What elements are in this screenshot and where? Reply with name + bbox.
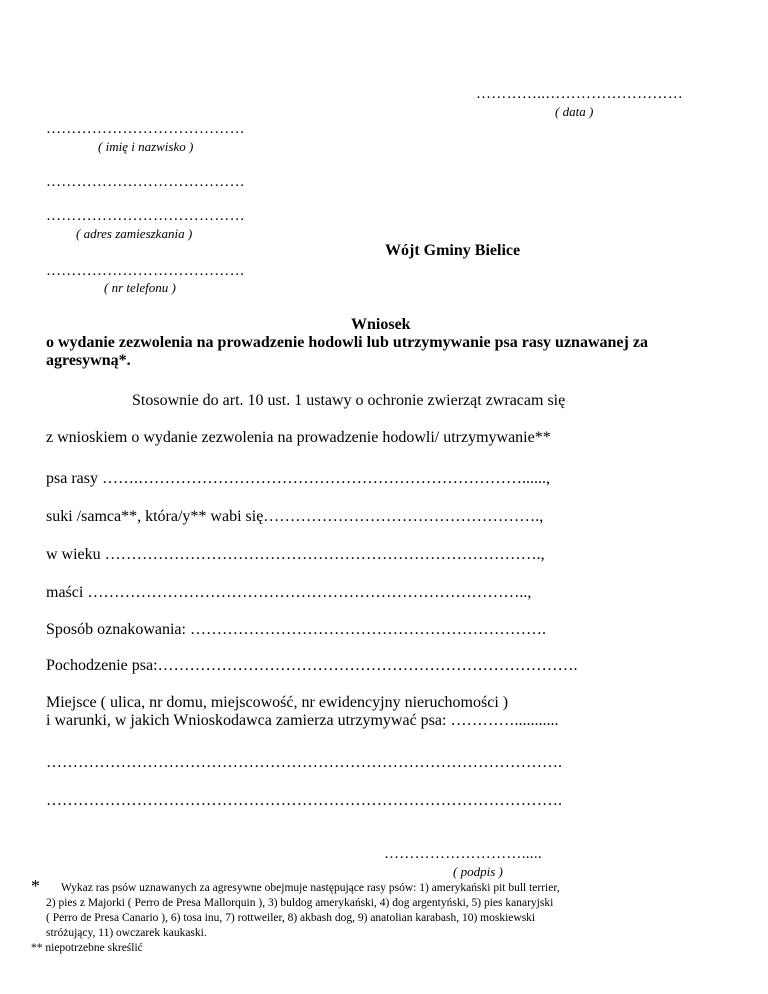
signature-caption: ( podpis ) — [453, 864, 503, 879]
footnote-line-2: 2) pies z Majorki ( Perro de Presa Mallorquin ), 3) buldog amerykański, 4) dog argentyński, 5) pies kanaryjski — [46, 897, 554, 909]
sex-name-field[interactable]: suki /samca**, która/y** wabi się……………………………………………., — [46, 508, 544, 525]
blank-line-2[interactable]: ……………………………………………………………………………………. — [46, 792, 562, 809]
date-caption: ( data ) — [555, 104, 594, 119]
signature-field[interactable]: ………………………..... — [384, 846, 542, 862]
blank-line-1[interactable]: ……………………………………………………………………………………. — [46, 754, 562, 771]
place-field[interactable]: i warunki, w jakich Wnioskodawca zamierza utrzymywać psa: …………........... — [46, 712, 559, 729]
footnote-star: * — [31, 876, 40, 896]
origin-field[interactable]: Pochodzenie psa:……………………………………………………………………. — [46, 657, 578, 674]
address-caption: ( adres zamieszkania ) — [76, 226, 193, 241]
footnote-line-1: Wykaz ras psów uznawanych za agresywne obejmuje następujące rasy psów: 1) amerykański pit bull terrier, — [61, 882, 560, 894]
address-field-1[interactable]: ………………………………… — [46, 174, 245, 190]
breed-field[interactable]: psa rasy …….………………………………………………………………......, — [46, 470, 550, 487]
footnote-unnecessary: ** niepotrzebne skreślić — [31, 942, 143, 954]
addressee: Wójt Gminy Bielice — [385, 242, 521, 259]
name-caption: ( imię i nazwisko ) — [98, 139, 194, 154]
intro-line-1: Stosownie do art. 10 ust. 1 ustawy o ochronie zwierząt zwracam się — [132, 392, 566, 409]
phone-caption: ( nr telefonu ) — [104, 280, 176, 295]
place-label: Miejsce ( ulica, nr domu, miejscowość, nr ewidencyjny nieruchomości ) — [46, 694, 509, 711]
color-field[interactable]: maści ……………………………………………………………………….., — [46, 584, 532, 601]
phone-field[interactable]: ………………………………… — [46, 263, 245, 279]
footnote-line-4: stróżujący, 11) owczarek kaukaski. — [46, 927, 207, 939]
name-field[interactable]: ………………………………… — [46, 121, 245, 137]
marking-field[interactable]: Sposób oznakowania: …………………………………………………………. — [46, 621, 546, 638]
intro-line-2: z wnioskiem o wydanie zezwolenia na prowadzenie hodowli/ utrzymywanie** — [46, 429, 551, 446]
document-heading: Wniosek — [351, 316, 411, 333]
footnote-line-3: ( Perro de Presa Canario ), 6) tosa inu, 7) rottweiler, 8) akbash dog, 9) anatolian karabash, 10) moskiewski — [46, 912, 536, 924]
date-field[interactable]: …………..……………………… — [476, 86, 683, 102]
age-field[interactable]: w wieku ………………………………………………………………………., — [46, 546, 545, 563]
address-field-2[interactable]: ………………………………… — [46, 208, 245, 224]
document-subject-line-1: o wydanie zezwolenia na prowadzenie hodowli lub utrzymywanie psa rasy uznawanej za — [46, 334, 648, 351]
document-subject-line-2: agresywną*. — [46, 352, 131, 369]
